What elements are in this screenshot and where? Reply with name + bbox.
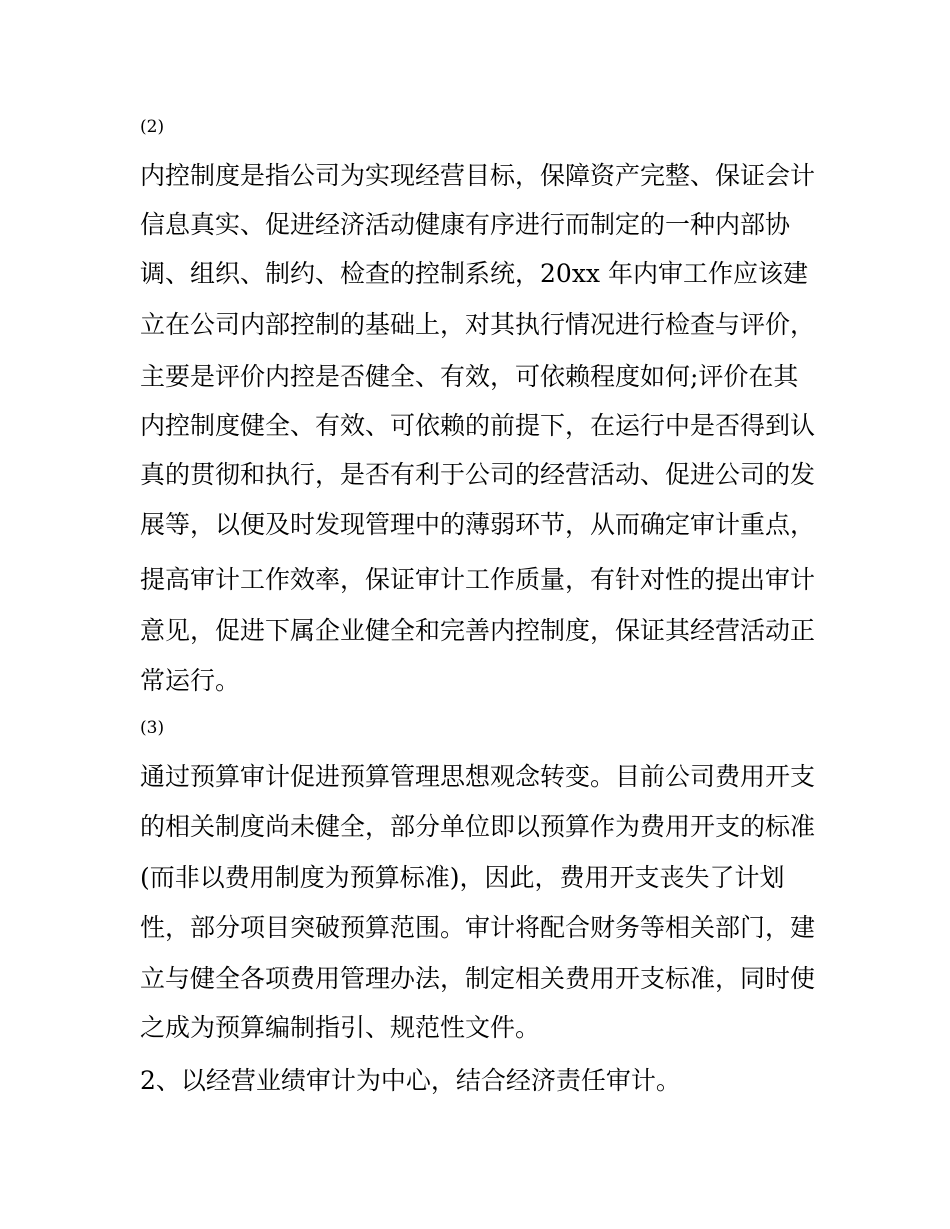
paragraph-line: 的相关制度尚未健全，部分单位即以预算作为费用开支的标准	[140, 812, 816, 841]
paragraph-line: 调、组织、制约、检查的控制系统，20xx 年内审工作应该建	[140, 259, 808, 288]
paragraph-line: 提高审计工作效率，保证审计工作质量，有针对性的提出审计	[140, 565, 816, 594]
paragraph-line: 信息真实、促进经济活动健康有序进行而制定的一种内部协	[140, 210, 791, 239]
paragraph-line: 立在公司内部控制的基础上，对其执行情况进行检查与评价，	[140, 310, 816, 339]
paragraph-line: 展等，以便及时发现管理中的薄弱环节，从而确定审计重点，	[140, 510, 816, 539]
paragraph-line: (而非以费用制度为预算标准)，因此，费用开支丧失了计划	[140, 863, 785, 892]
paragraph-line: 意见，促进下属企业健全和完善内控制度，保证其经营活动正	[140, 616, 816, 645]
paragraph-line: 常运行。	[140, 666, 241, 695]
paragraph-line: 性，部分项目突破预算范围。审计将配合财务等相关部门，建	[140, 913, 816, 942]
paragraph-line: 立与健全各项费用管理办法，制定相关费用开支标准，同时使	[140, 964, 816, 993]
section-heading: 2、以经营业绩审计为中心，结合经济责任审计。	[140, 1066, 681, 1095]
section-marker-2: (2)	[140, 117, 165, 137]
paragraph-line: 主要是评价内控是否健全、有效，可依赖程度如何;评价在其	[140, 362, 799, 391]
section-marker-3: (3)	[140, 718, 165, 738]
paragraph-line: 通过预算审计促进预算管理思想观念转变。目前公司费用开支	[140, 762, 816, 791]
paragraph-line: 内控制度健全、有效、可依赖的前提下，在运行中是否得到认	[140, 411, 816, 440]
paragraph-line: 真的贯彻和执行，是否有利于公司的经营活动、促进公司的发	[140, 460, 816, 489]
paragraph-line: 内控制度是指公司为实现经营目标，保障资产完整、保证会计	[140, 161, 816, 190]
paragraph-line: 之成为预算编制指引、规范性文件。	[140, 1013, 541, 1042]
